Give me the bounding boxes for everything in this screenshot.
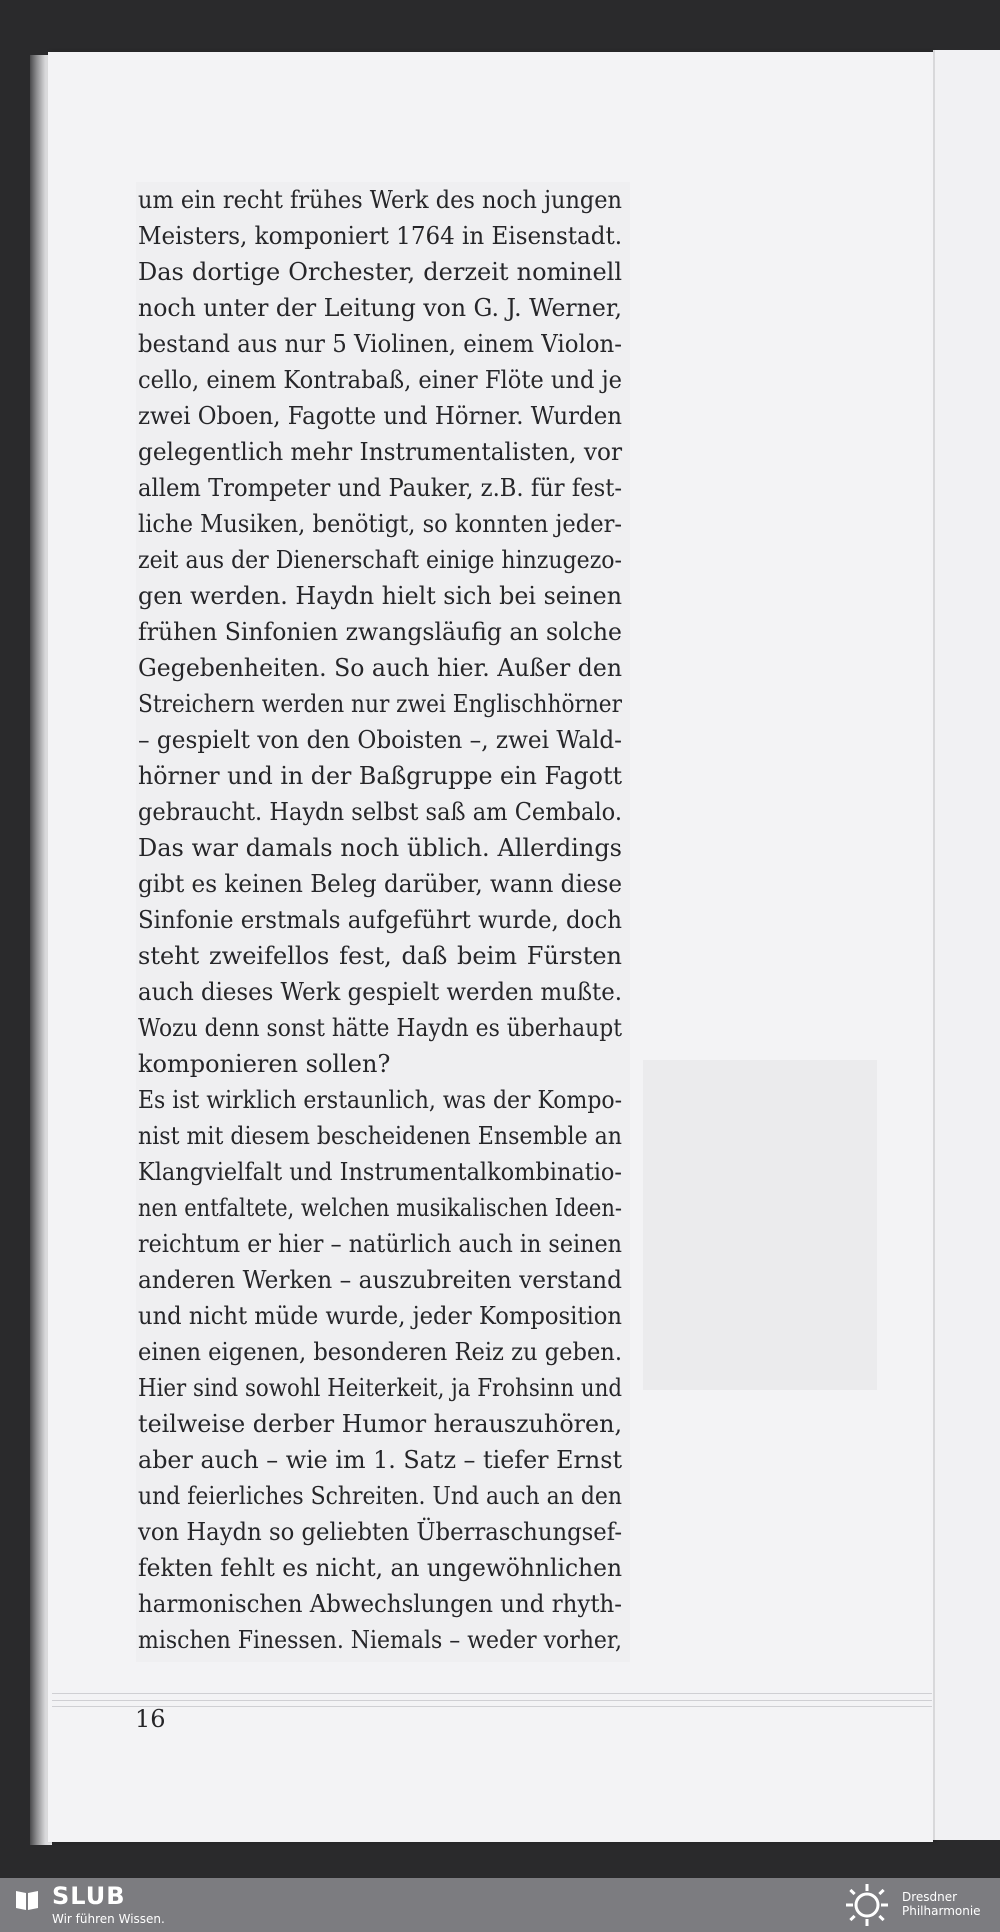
text-line: cello, einem Kontrabaß, einer Flöte und je — [138, 366, 622, 394]
partner-name-line1: Dresdner — [902, 1890, 958, 1904]
text-line: fekten fehlt es nicht, an ungewöhnlichen — [138, 1554, 623, 1582]
footer-rule-bottom — [52, 1706, 932, 1707]
text-line: hörner und in der Baßgruppe ein Fagott — [138, 762, 623, 790]
text-line: Hier sind sowohl Heiterkeit, ja Frohsinn und — [138, 1374, 622, 1402]
text-line: zwei Oboen, Fagotte und Hörner. Wurden — [138, 402, 622, 430]
text-line: Streichern werden nur zwei Englischhörner — [138, 690, 622, 718]
text-line: Sinfonie erstmals aufgeführt wurde, doch — [138, 906, 622, 934]
text-line: mischen Finessen. Niemals – weder vorher, — [138, 1626, 622, 1654]
text-line: Klangvielfalt und Instrumentalkombinatio- — [138, 1158, 623, 1186]
footer-rule-top — [52, 1693, 932, 1694]
text-line: Das dortige Orchester, derzeit nominell — [138, 258, 622, 286]
text-line: aber auch – wie im 1. Satz – tiefer Ernst — [138, 1446, 623, 1474]
body-text-column — [138, 182, 622, 1658]
library-tagline: Wir führen Wissen. — [52, 1912, 165, 1926]
text-line: teilweise derber Humor herauszuhören, — [138, 1410, 623, 1438]
text-line: liche Musiken, benötigt, so konnten jeder- — [138, 510, 622, 538]
text-line: komponieren sollen? — [138, 1050, 391, 1078]
text-line: allem Trompeter und Pauker, z.B. für fest- — [138, 474, 622, 502]
text-line: von Haydn so geliebten Überraschungsef- — [138, 1518, 623, 1546]
show-through-box — [643, 1060, 877, 1390]
text-line: gen werden. Haydn hielt sich bei seinen — [138, 582, 623, 610]
library-name[interactable]: SLUB — [52, 1882, 126, 1910]
text-line: zeit aus der Dienerschaft einige hinzugezo- — [138, 546, 622, 574]
book-page-right-edge — [933, 50, 1000, 1840]
text-line: nist mit diesem bescheidenen Ensemble an — [138, 1122, 623, 1150]
text-line: gelegentlich mehr Instrumentalisten, vor — [138, 438, 623, 466]
text-line: einen eigenen, besonderen Reiz zu geben. — [138, 1338, 623, 1366]
partner-name-line2: Philharmonie — [902, 1904, 981, 1918]
text-line: auch dieses Werk gespielt werden mußte. — [138, 978, 622, 1006]
slub-book-icon — [14, 1888, 40, 1912]
philharmonie-logo-icon[interactable] — [842, 1882, 892, 1928]
text-line: und feierliches Schreiten. Und auch an den — [138, 1482, 623, 1510]
text-line: anderen Werken – auszubreiten verstand — [138, 1266, 623, 1294]
text-line: Gegebenheiten. So auch hier. Außer den — [138, 654, 622, 682]
text-line: Meisters, komponiert 1764 in Eisenstadt. — [138, 222, 623, 250]
text-line: steht zweifellos fest, daß beim Fürsten — [138, 942, 622, 970]
text-line: nen entfaltete, welchen musikalischen Ideen- — [138, 1194, 623, 1222]
text-line: gebraucht. Haydn selbst saß am Cembalo. — [138, 798, 623, 826]
viewer-footer-bar — [0, 1878, 1000, 1932]
text-line: frühen Sinfonien zwangsläufig an solche — [138, 618, 622, 646]
text-line: gibt es keinen Beleg darüber, wann diese — [138, 870, 623, 898]
text-line: Wozu denn sonst hätte Haydn es überhaupt — [138, 1014, 622, 1042]
footer-rule-middle — [52, 1700, 932, 1701]
text-line: Das war damals noch üblich. Allerdings — [138, 834, 622, 862]
text-line: Es ist wirklich erstaunlich, was der Kompo- — [138, 1086, 623, 1114]
text-line: noch unter der Leitung von G. J. Werner, — [138, 294, 623, 322]
text-line: bestand aus nur 5 Violinen, einem Violon- — [138, 330, 622, 358]
text-line: reichtum er hier – natürlich auch in seinen — [138, 1230, 622, 1258]
text-line: harmonischen Abwechslungen und rhyth- — [138, 1590, 622, 1618]
page-number: 16 — [135, 1705, 166, 1733]
text-line: – gespielt von den Oboisten –, zwei Wald- — [138, 726, 622, 754]
text-line: um ein recht frühes Werk des noch jungen — [138, 186, 622, 214]
text-line: und nicht müde wurde, jeder Komposition — [138, 1302, 622, 1330]
partner-name[interactable] — [902, 1890, 981, 1918]
